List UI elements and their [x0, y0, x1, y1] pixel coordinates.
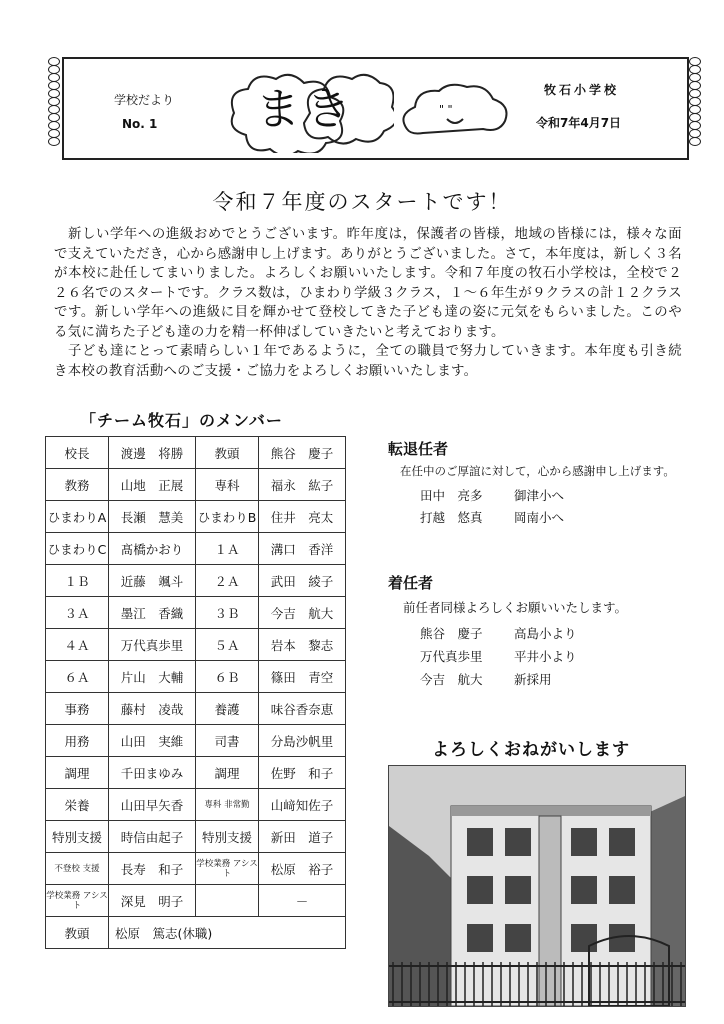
staff-role-cell: 用務 — [46, 725, 109, 757]
staff-row — [46, 661, 346, 693]
team-title: 「チーム牧石」のメンバー — [80, 411, 283, 430]
staff-name-cell: 佐野 和子 — [259, 757, 346, 789]
staff-role-cell: 栄養 — [46, 789, 109, 821]
transfer-in-dest-3: 新採用 — [514, 672, 552, 687]
staff-row — [46, 885, 346, 917]
svg-text:" ": " " — [439, 103, 453, 116]
transfer-in-dest-2: 平井小より — [514, 649, 577, 664]
smiling-cloud-icon — [399, 81, 511, 143]
staff-role-cell: 司書 — [196, 725, 259, 757]
staff-role-cell: ５Ａ — [196, 629, 259, 661]
staff-name-cell: 篠田 青空 — [259, 661, 346, 693]
photo-caption: よろしくおねがいします — [432, 740, 630, 760]
newsletter-title: まき — [256, 84, 356, 135]
staff-role-cell: 学校業務 アシスト — [46, 885, 109, 917]
staff-name-cell: 松原 裕子 — [259, 853, 346, 885]
staff-name-cell: 岩本 黎志 — [259, 629, 346, 661]
staff-name-cell: － — [259, 885, 346, 917]
intro-text — [54, 225, 682, 381]
staff-role-cell: 事務 — [46, 693, 109, 725]
staff-role-cell: 養護 — [196, 693, 259, 725]
staff-row — [46, 437, 346, 469]
staff-role-cell: ひまわりB — [196, 501, 259, 533]
staff-name-cell: 溝口 香洋 — [259, 533, 346, 565]
staff-role-cell: 特別支援 — [46, 821, 109, 853]
staff-role-cell — [196, 885, 259, 917]
staff-name-cell: 松原 篤志(休職) — [109, 917, 346, 949]
staff-role-cell: 特別支援 — [196, 821, 259, 853]
staff-role-cell: 学校業務 アシスト — [196, 853, 259, 885]
staff-role-cell: 教頭 — [196, 437, 259, 469]
staff-name-cell: 深見 明子 — [109, 885, 196, 917]
rope-border-right — [689, 57, 703, 160]
staff-name-cell: 山地 正展 — [109, 469, 196, 501]
staff-name-cell: 山田早矢香 — [109, 789, 196, 821]
staff-role-cell: ３Ｂ — [196, 597, 259, 629]
transfer-out-name-2: 打越 悠真 — [420, 510, 483, 525]
staff-role-cell: 調理 — [196, 757, 259, 789]
transfer-out-dest-1: 御津小へ — [514, 488, 565, 503]
header-banner — [62, 57, 689, 160]
staff-name-cell: 長瀬 慧美 — [109, 501, 196, 533]
staff-row — [46, 693, 346, 725]
staff-role-cell: １Ａ — [196, 533, 259, 565]
staff-row — [46, 853, 346, 885]
staff-name-cell: 山﨑知佐子 — [259, 789, 346, 821]
staff-role-cell: 専科 非常勤 — [196, 789, 259, 821]
transfer-out-dest-2: 岡南小へ — [514, 510, 565, 525]
staff-row — [46, 469, 346, 501]
staff-row — [46, 725, 346, 757]
staff-table — [45, 436, 346, 949]
transfer-in-note: 前任者同様よろしくお願いいたします。 — [403, 600, 628, 615]
staff-row — [46, 501, 346, 533]
staff-name-cell: 藤村 凌哉 — [109, 693, 196, 725]
staff-role-cell: 調理 — [46, 757, 109, 789]
transfer-in-dest-1: 高島小より — [514, 626, 577, 641]
staff-name-cell: 分島沙帆里 — [259, 725, 346, 757]
staff-name-cell: 今吉 航大 — [259, 597, 346, 629]
staff-row-last — [46, 917, 346, 949]
staff-role-cell: ひまわりA — [46, 501, 109, 533]
staff-role-cell: １Ｂ — [46, 565, 109, 597]
staff-row — [46, 565, 346, 597]
newsletter-label: 学校だより — [114, 93, 175, 107]
staff-name-cell: 新田 道子 — [259, 821, 346, 853]
staff-role-cell: 教頭 — [46, 917, 109, 949]
staff-name-cell: 時信由起子 — [109, 821, 196, 853]
school-building-photo — [388, 765, 686, 1007]
transfer-in-name-3: 今吉 航大 — [420, 672, 483, 687]
transfer-in-name-1: 熊谷 慶子 — [420, 626, 483, 641]
transfer-in-name-2: 万代真歩里 — [420, 649, 483, 664]
staff-name-cell: 万代真歩里 — [109, 629, 196, 661]
staff-role-cell: ６Ａ — [46, 661, 109, 693]
staff-row — [46, 629, 346, 661]
transfer-out-name-1: 田中 亮多 — [420, 488, 483, 503]
staff-name-cell: 渡邊 将勝 — [109, 437, 196, 469]
staff-role-cell: 不登校 支援 — [46, 853, 109, 885]
staff-name-cell: 髙橋かおり — [109, 533, 196, 565]
staff-name-cell: 片山 大輔 — [109, 661, 196, 693]
school-name: 牧石小学校 — [544, 83, 620, 97]
issue-date: 令和7年4月7日 — [536, 116, 622, 130]
staff-row — [46, 757, 346, 789]
transfer-out-heading: 転退任者 — [388, 440, 449, 458]
issue-number: No. 1 — [122, 117, 158, 131]
staff-role-cell: 校長 — [46, 437, 109, 469]
staff-name-cell: 千田まゆみ — [109, 757, 196, 789]
main-heading: 令和７年度のスタートです！ — [212, 190, 512, 214]
transfer-in-heading: 着任者 — [388, 574, 434, 592]
staff-name-cell: 住井 亮太 — [259, 501, 346, 533]
staff-row — [46, 533, 346, 565]
staff-name-cell: 武田 綾子 — [259, 565, 346, 597]
staff-name-cell: 近藤 颯斗 — [109, 565, 196, 597]
staff-role-cell: ６Ｂ — [196, 661, 259, 693]
staff-name-cell: 山田 実維 — [109, 725, 196, 757]
transfer-out-note: 在任中のご厚誼に対して，心から感謝申し上げます。 — [400, 464, 675, 478]
staff-role-cell: 専科 — [196, 469, 259, 501]
staff-row — [46, 821, 346, 853]
staff-name-cell: 福永 紘子 — [259, 469, 346, 501]
intro-paragraph-1: 新しい学年への進級おめでとうございます。昨年度は，保護者の皆様，地域の皆様には，様々な面で支えていただき，心から感謝申し上げます。ありがとうございました。さて，本年度は，新しく３名が本校に赴任してまいりました。よろしくお願いいたします。令和７年度の牧石小学校は，全校で２２６名でのスタートです。クラス数は，ひまわり学級３クラス，１～６年生が９クラスの計１２クラスです。新しい学年への進級に目を輝かせて登校してきた子ども達の姿に元気をもらいました。このやる気に満ちた子ども達の力を精一杯伸ばしていきたいと考えております。 — [54, 227, 682, 340]
staff-role-cell: ２Ａ — [196, 565, 259, 597]
staff-role-cell: ３Ａ — [46, 597, 109, 629]
staff-role-cell: ひまわりC — [46, 533, 109, 565]
staff-role-cell: 教務 — [46, 469, 109, 501]
staff-name-cell: 墨江 香織 — [109, 597, 196, 629]
staff-row — [46, 597, 346, 629]
staff-name-cell: 長寿 和子 — [109, 853, 196, 885]
staff-name-cell: 熊谷 慶子 — [259, 437, 346, 469]
rope-border-left — [48, 57, 62, 160]
staff-role-cell: ４Ａ — [46, 629, 109, 661]
staff-name-cell: 味谷香奈恵 — [259, 693, 346, 725]
intro-paragraph-2: 子ども達にとって素晴らしい１年であるように，全ての職員で努力していきます。本年度も引き続き本校の教育活動へのご支援・ご協力をよろしくお願いいたします。 — [54, 344, 682, 379]
staff-row — [46, 789, 346, 821]
